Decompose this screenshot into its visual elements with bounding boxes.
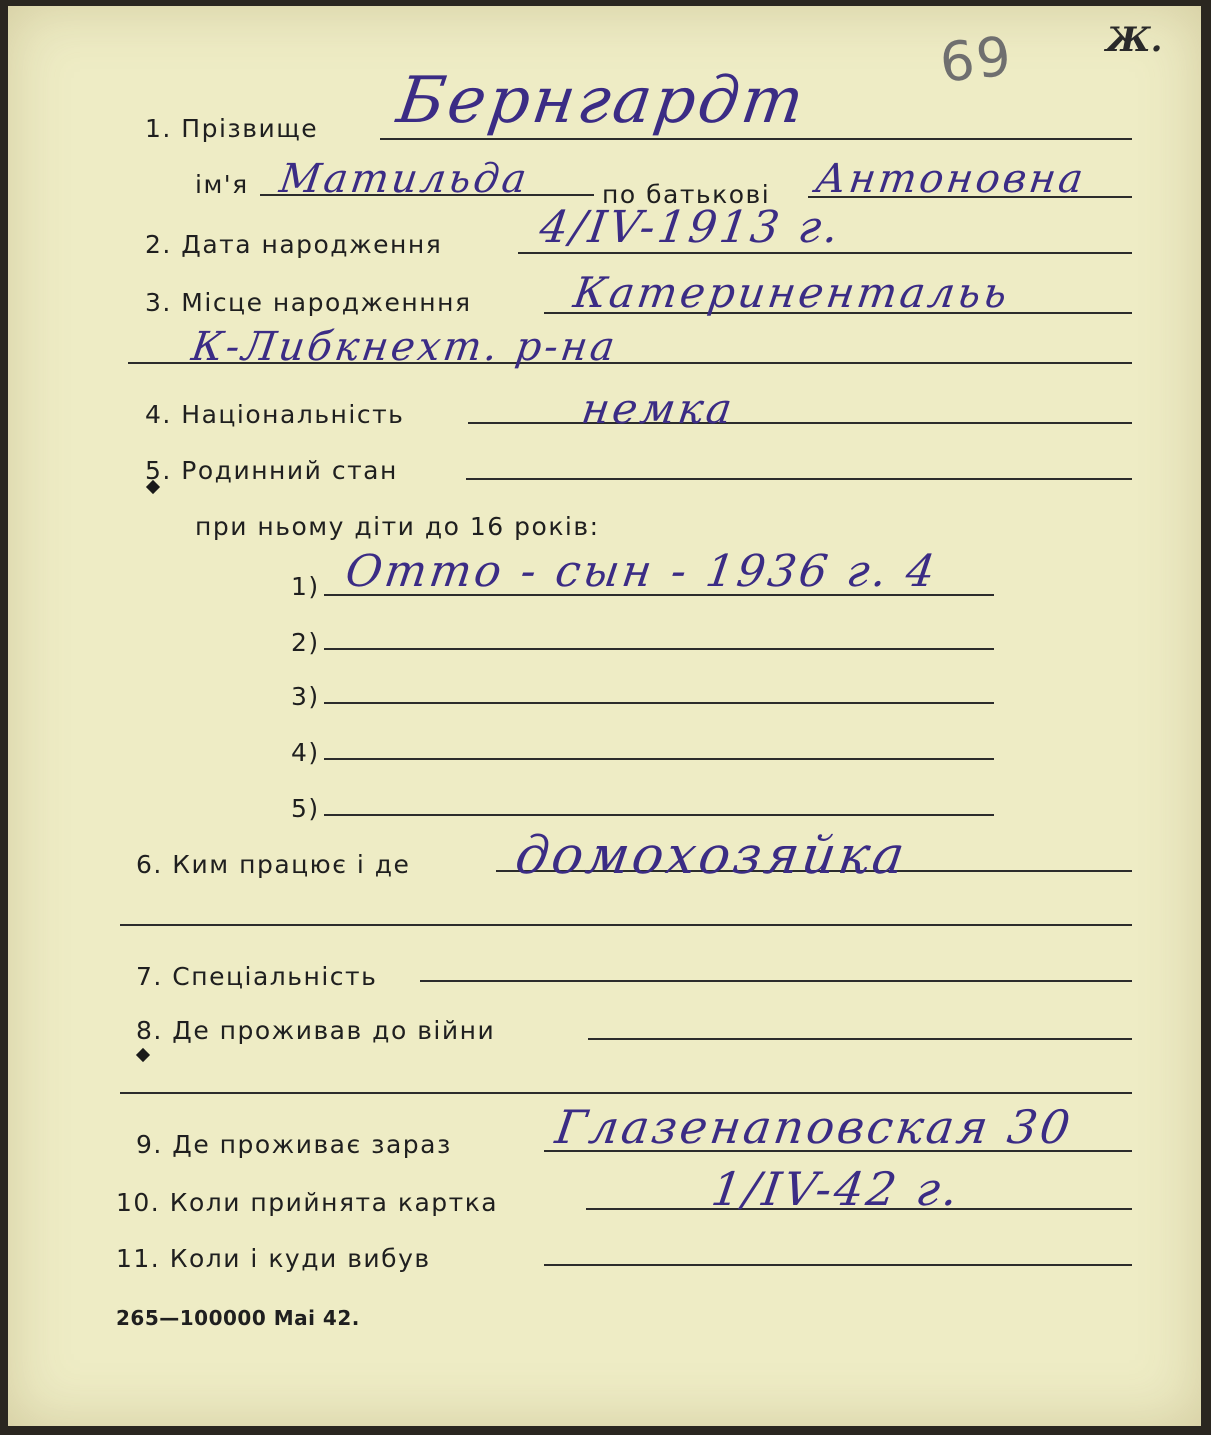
nationality-line: [468, 422, 1132, 424]
birth-place-value-2: К-Либкнехт. р-на: [188, 324, 621, 370]
child-5-num: 5): [291, 794, 320, 823]
first-name-label: ім'я: [195, 170, 249, 199]
prewar-residence-line-2: [120, 1092, 1132, 1094]
nationality-value: немка: [578, 384, 738, 433]
pencil-number: 69: [936, 24, 1016, 95]
child-1-value: Отто - сын - 1936 г. 4: [342, 546, 941, 597]
nationality-label: 4. Національність: [145, 400, 405, 429]
punch-hole-lower: [136, 1048, 150, 1062]
child-4-num: 4): [291, 738, 320, 767]
surname-value: Бернгардт: [392, 64, 811, 138]
child-4-line: [324, 758, 994, 760]
patronymic-value: Антоновна: [812, 156, 1089, 202]
current-residence-value: Глазенаповская 30: [552, 1100, 1077, 1154]
birth-place-value: Катеринентальь: [570, 268, 1014, 317]
print-code: 265—100000 Mai 42.: [116, 1306, 360, 1330]
card-accepted-value: 1/IV-42 г.: [708, 1162, 965, 1216]
surname-line: [380, 138, 1132, 140]
occupation-label: 6. Ким працює і де: [136, 850, 411, 879]
prewar-residence-line: [588, 1038, 1132, 1040]
birth-date-value: 4/IV-1913 г.: [536, 202, 845, 253]
letter-mark: Ж.: [1106, 20, 1163, 60]
patronymic-label: по батькові: [602, 180, 771, 209]
departed-line: [544, 1264, 1132, 1266]
child-3-line: [324, 702, 994, 704]
departed-label: 11. Коли і куди вибув: [116, 1244, 431, 1273]
birth-date-label: 2. Дата народження: [145, 230, 443, 259]
specialty-line: [420, 980, 1132, 982]
family-status-label: 5. Родинний стан: [145, 456, 398, 485]
child-1-num: 1): [291, 572, 320, 601]
occupation-value: домохозяйка: [511, 826, 911, 886]
occupation-line-2: [120, 924, 1132, 926]
child-3-num: 3): [291, 682, 320, 711]
child-5-line: [324, 814, 994, 816]
specialty-label: 7. Спеціальність: [136, 962, 378, 991]
prewar-residence-label: 8. Де проживав до війни: [136, 1016, 496, 1045]
registration-card: [8, 6, 1201, 1426]
surname-label: 1. Прізвище: [145, 114, 319, 143]
child-2-line: [324, 648, 994, 650]
children-intro-label: при ньому діти до 16 років:: [195, 512, 600, 541]
current-residence-label: 9. Де проживає зараз: [136, 1130, 452, 1159]
card-accepted-label: 10. Коли прийнята картка: [116, 1188, 499, 1217]
first-name-value: Матильда: [276, 156, 533, 202]
birth-place-label: 3. Місце народженння: [145, 288, 472, 317]
child-2-num: 2): [291, 628, 320, 657]
family-status-line: [466, 478, 1132, 480]
